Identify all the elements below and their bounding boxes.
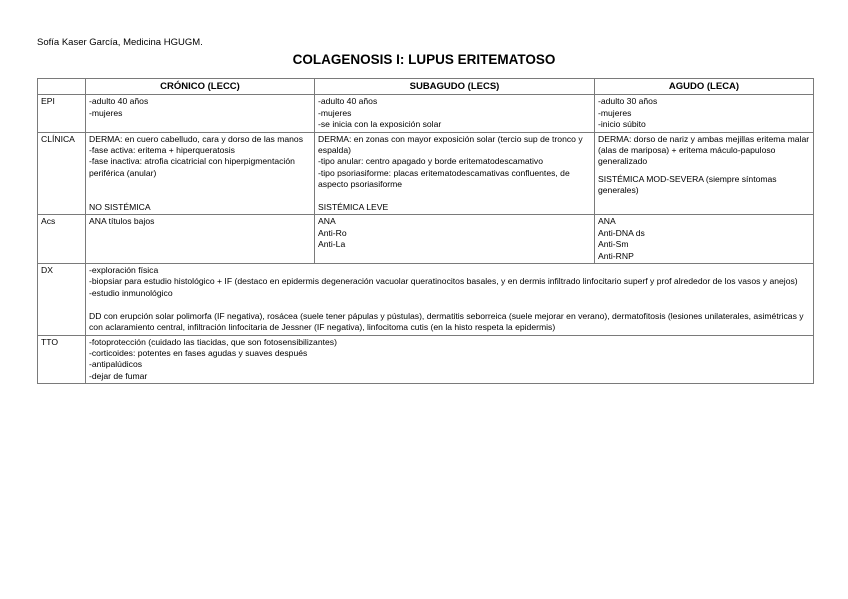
row-label-tto: TTO [38,335,86,384]
list-item: DERMA: dorso de nariz y ambas mejillas eritema malar (alas de mariposa) + eritema máculo-papuloso generalizado [598,133,810,167]
table-row-acs [38,215,814,264]
list-item: -corticoides: potentes en fases agudas y suaves después [89,347,308,358]
list-item: -tipo psoriasiforme: placas eritematodescamativas confluentes, de aspecto psoriasiforme [318,167,570,190]
author-line: Sofía Kaser García, Medicina HGUGM. [37,37,203,48]
list-item: DERMA: en zonas con mayor exposición solar (tercio sup de tronco y espalda) [318,133,583,156]
list-item: Anti-Sm [598,239,629,250]
systemic-note: NO SISTÉMICA [89,202,151,213]
cell-epi-cronico [86,95,315,132]
list-item: -mujeres [318,107,352,118]
cell-acs-agudo [595,215,814,264]
table-row-clinica [38,132,814,215]
list-item: -se inicia con la exposición solar [318,119,442,130]
row-label-dx: DX [38,264,86,335]
cell-epi-subagudo [315,95,595,132]
list-item: -antipalúdicos [89,359,143,370]
cell-acs-cronico [86,215,315,264]
document-title: COLAGENOSIS I: LUPUS ERITEMATOSO [292,52,556,67]
list-item: -fase activa: eritema + hiperqueratosis [89,145,235,156]
list-item: DERMA: en cuero cabelludo, cara y dorso de las manos [89,133,303,144]
list-item: -mujeres [598,107,632,118]
row-label-epi: EPI [38,95,86,132]
cell-epi-agudo [595,95,814,132]
list-item: -adulto 40 años [89,96,149,107]
header-subagudo: SUBAGUDO (LECS) [315,79,595,95]
differential-diagnosis: DD con erupción solar polimorfa (IF negativa), rosácea (suele tener pápulas y pústulas), dermatitis seborreica (suele mejorar en verano), dermatofitosis (lesiones unilaterales, asimétricas y con aclaramiento central, infiltración linfocitaria de Jessner (IF negativa), linfocitoma cutis (en la histo respeta la epidermis) [89,310,804,333]
list-item: -fotoprotección (cuidado las tiacidas, que son fotosensibilizantes) [89,336,337,347]
row-label-acs: Acs [38,215,86,264]
header-empty [38,79,86,95]
list-item: -inicio súbito [598,119,646,130]
list-item: -dejar de fumar [89,370,148,381]
list-item: ANA [598,216,616,227]
list-item: ANA [318,216,336,227]
cell-dx [86,264,814,335]
list-item: -estudio inmunológico [89,287,173,298]
cell-clinica-cronico [86,132,315,215]
systemic-note: SISTÉMICA LEVE [318,202,389,213]
list-item: Anti-DNA ds [598,227,645,238]
list-item: ANA títulos bajos [89,216,155,227]
list-item: -biopsiar para estudio histológico + IF (destaco en epidermis degeneración vacuolar queratinocitos basales, y en dermis infiltrado linfocitario superf y prof alrededor de los vasos y anejos) [89,276,798,287]
list-item: Anti-Ro [318,227,347,238]
cell-acs-subagudo [315,215,595,264]
header-cronico: CRÓNICO (LECC) [86,79,315,95]
list-item: Anti-La [318,239,346,250]
list-item: -tipo anular: centro apagado y borde eritematodescamativo [318,156,544,167]
list-item: -mujeres [89,107,123,118]
list-item: -adulto 30 años [598,96,658,107]
lupus-table [37,78,814,384]
list-item: -fase inactiva: atrofia cicatricial con hiperpigmentación periférica (anular) [89,156,295,178]
table-header-row [38,79,814,95]
table-row-dx [38,264,814,335]
cell-clinica-subagudo [315,132,595,215]
header-agudo: AGUDO (LECA) [595,79,814,95]
cell-tto [86,335,814,384]
row-label-clinica: CLÍNICA [38,132,86,215]
table-row-epi [38,95,814,132]
table-row-tto [38,335,814,384]
list-item: -exploración física [89,265,159,276]
cell-clinica-agudo [595,132,814,215]
list-item: -adulto 40 años [318,96,378,107]
systemic-note: SISTÉMICA MOD-SEVERA (siempre síntomas generales) [598,173,777,196]
list-item: Anti-RNP [598,250,634,261]
